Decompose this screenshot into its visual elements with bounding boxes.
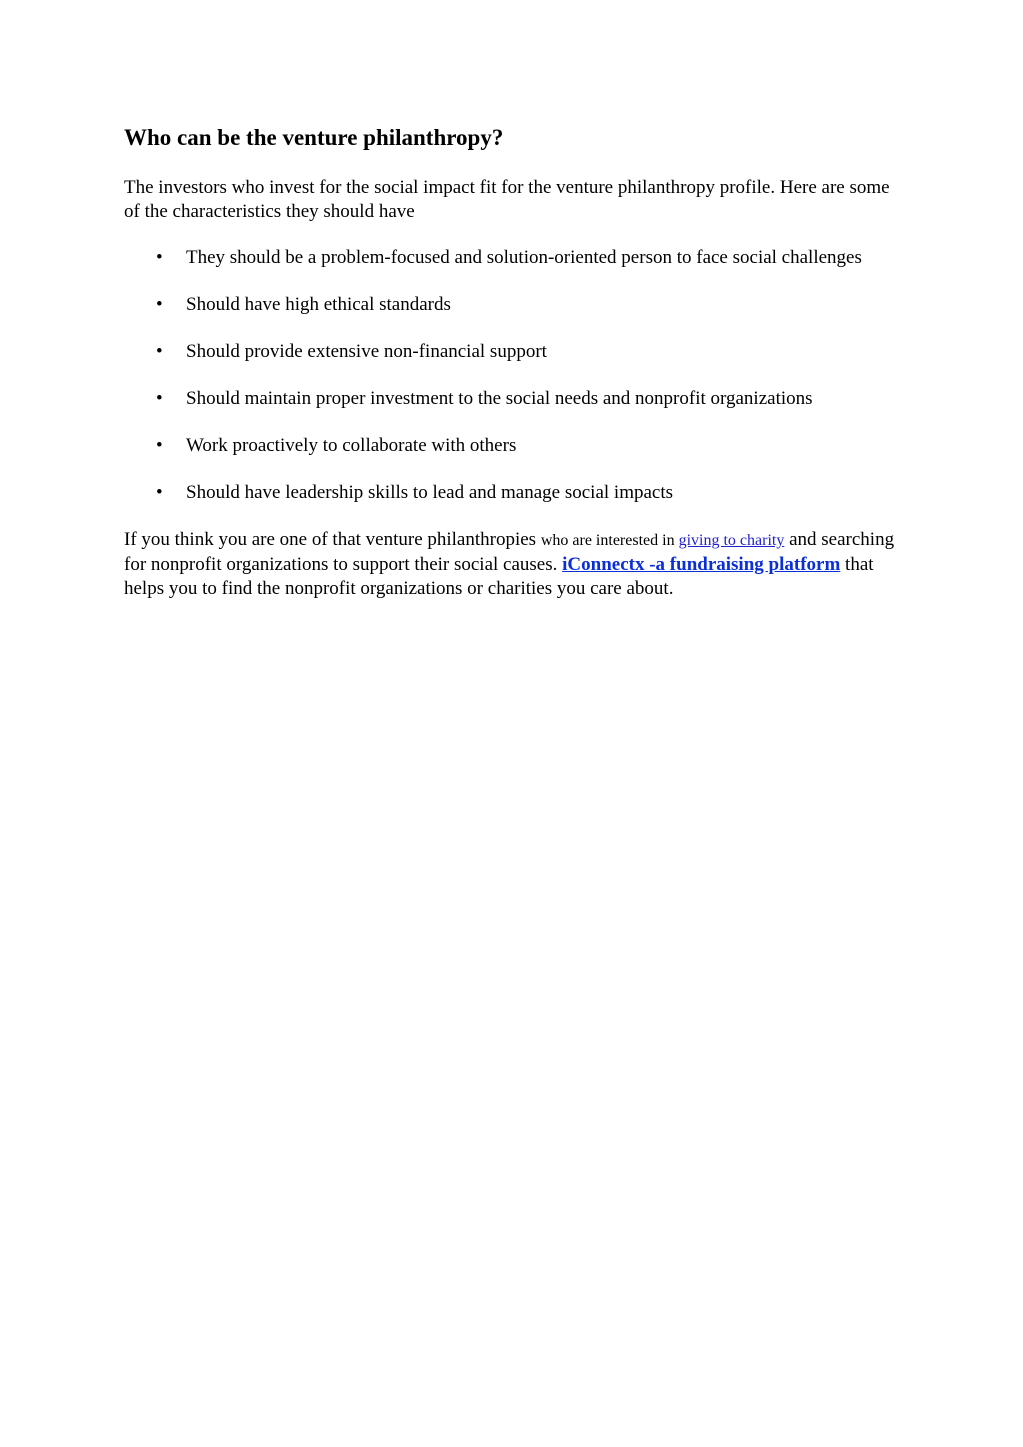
closing-paragraph [124,528,904,601]
bullet-icon: • [156,247,163,268]
list-item [124,387,904,411]
bullet-icon: • [156,341,163,362]
bullet-icon: • [156,388,163,409]
closing-text-4: that helps you to find the nonprofit organizations or charities you care about. [124,554,874,599]
closing-text-1: If you think you are one of that venture philanthropies [124,529,541,550]
list-item-text: Should provide extensive non-financial support [186,341,547,362]
giving-to-charity-link[interactable]: giving to charity [678,532,785,549]
list-item [124,340,904,364]
list-item-text: Work proactively to collaborate with others [186,435,517,456]
document-body [124,124,904,601]
list-item-text: They should be a problem-focused and solution-oriented person to face social challenges [186,247,862,268]
iconnectx-link[interactable]: iConnectx -a fundraising platform [562,554,841,575]
list-item [124,434,904,458]
list-item-text: Should have leadership skills to lead and manage social impacts [186,482,674,503]
intro-paragraph: The investors who invest for the social impact fit for the venture philanthropy profile. Here are some of the characteristics they should have [124,177,890,222]
list-item [124,293,904,317]
closing-text-3: and searching for nonprofit organizations to support their social causes. [124,529,895,575]
bullet-icon: • [156,482,163,503]
bullet-icon: • [156,294,163,315]
list-item [124,246,904,270]
document-title: Who can be the venture philanthropy? [124,125,504,150]
characteristics-list [124,246,904,505]
list-item-text: Should maintain proper investment to the social needs and nonprofit organizations [186,388,813,409]
list-item-text: Should have high ethical standards [186,294,451,315]
list-item [124,481,904,505]
bullet-icon: • [156,435,163,456]
closing-text-2: who are interested in [540,532,679,549]
